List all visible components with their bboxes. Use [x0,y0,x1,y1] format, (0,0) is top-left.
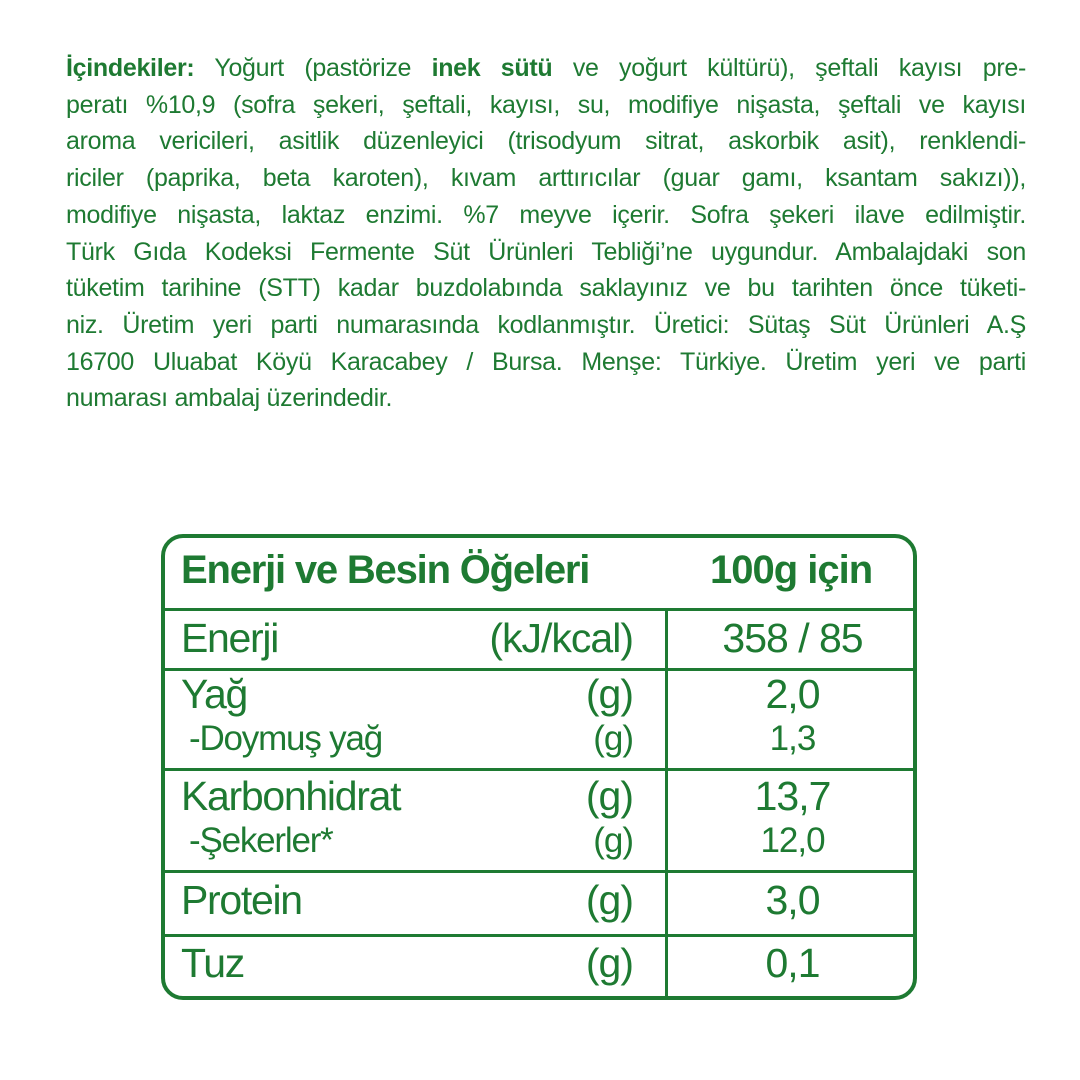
nutrition-row-salt [165,934,913,1000]
nutrient-unit: (g) [585,773,633,819]
nutrition-row-protein [165,870,913,934]
ingredients-line: aroma vericileri, asitlik düzenleyici (trisodyum sitrat, askorbik asit), renklendi- [66,127,1026,156]
nutrient-label: Karbonhidrat [181,773,401,819]
nutrient-unit: (g) [585,671,633,717]
nutrient-value: 12,0 [760,821,825,860]
nutrient-sublabel: -Şekerler* [189,821,333,860]
nutrition-row-carbohydrate [165,768,913,870]
ingredients-line: niz. Üretim yeri parti numarasında kodlanmıştır. Üretici: Sütaş Süt Ürünleri A.Ş [66,310,1026,339]
nutrition-header-value: 100g için [710,548,873,592]
ingredients-line: modifiye nişasta, laktaz enzimi. %7 meyve içerir. Sofra şekeri ilave edilmiştir. [66,200,1026,229]
ingredients-line: peratı %10,9 (sofra şekeri, şeftali, kayısı, su, modifiye nişasta, şeftali ve kayısı [66,90,1026,119]
nutrient-label: Protein [181,877,302,923]
nutrient-sublabel: -Doymuş yağ [189,719,382,758]
nutrient-value: 13,7 [754,773,831,819]
ingredients-line: 16700 Uluabat Köyü Karacabey / Bursa. Menşe: Türkiye. Üretim yeri ve parti [66,347,1026,376]
nutrient-value: 1,3 [769,719,816,758]
ingredients-heading: İçindekiler: [66,54,195,82]
nutrient-unit: (g) [593,719,633,758]
nutrition-header-row [165,538,913,608]
nutrient-value: 0,1 [765,940,820,986]
ingredients-line: riciler (paprika, beta karoten), kıvam arttırıcılar (guar gamı, ksantam sakızı)), [66,164,1026,193]
nutrient-value: 2,0 [765,671,820,717]
nutrient-unit: (kJ/kcal) [489,615,633,661]
ingredients-text [66,50,1026,417]
nutrient-label: Tuz [181,940,244,986]
nutrition-row-energy [165,608,913,668]
nutrient-value: 358 / 85 [722,615,863,661]
ingredients-line-part: ve yoğurt kültürü), şeftali kayısı pre- [552,54,1026,82]
ingredients-line [66,50,1026,87]
nutrition-header-label: Enerji ve Besin Öğeleri [181,548,590,592]
nutrient-unit: (g) [593,821,633,860]
nutrient-unit: (g) [585,940,633,986]
nutrition-table [161,534,917,1000]
ingredients-line: Türk Gıda Kodeksi Fermente Süt Ürünleri Tebliği’ne uygundur. Ambalajdaki son [66,237,1026,266]
ingredients-line: tüketim tarihine (STT) kadar buzdolabında saklayınız ve bu tarihten önce tüketi- [66,274,1026,303]
nutrient-value: 3,0 [765,877,820,923]
ingredients-line-part: Yoğurt (pastörize [194,54,432,82]
nutrient-label: Enerji [181,615,279,661]
nutrient-unit: (g) [585,877,633,923]
ingredients-line: numarası ambalaj üzerindedir. [66,384,393,413]
nutrition-row-fat [165,668,913,768]
ingredients-allergen: inek sütü [431,54,553,82]
nutrient-label: Yağ [181,671,248,717]
